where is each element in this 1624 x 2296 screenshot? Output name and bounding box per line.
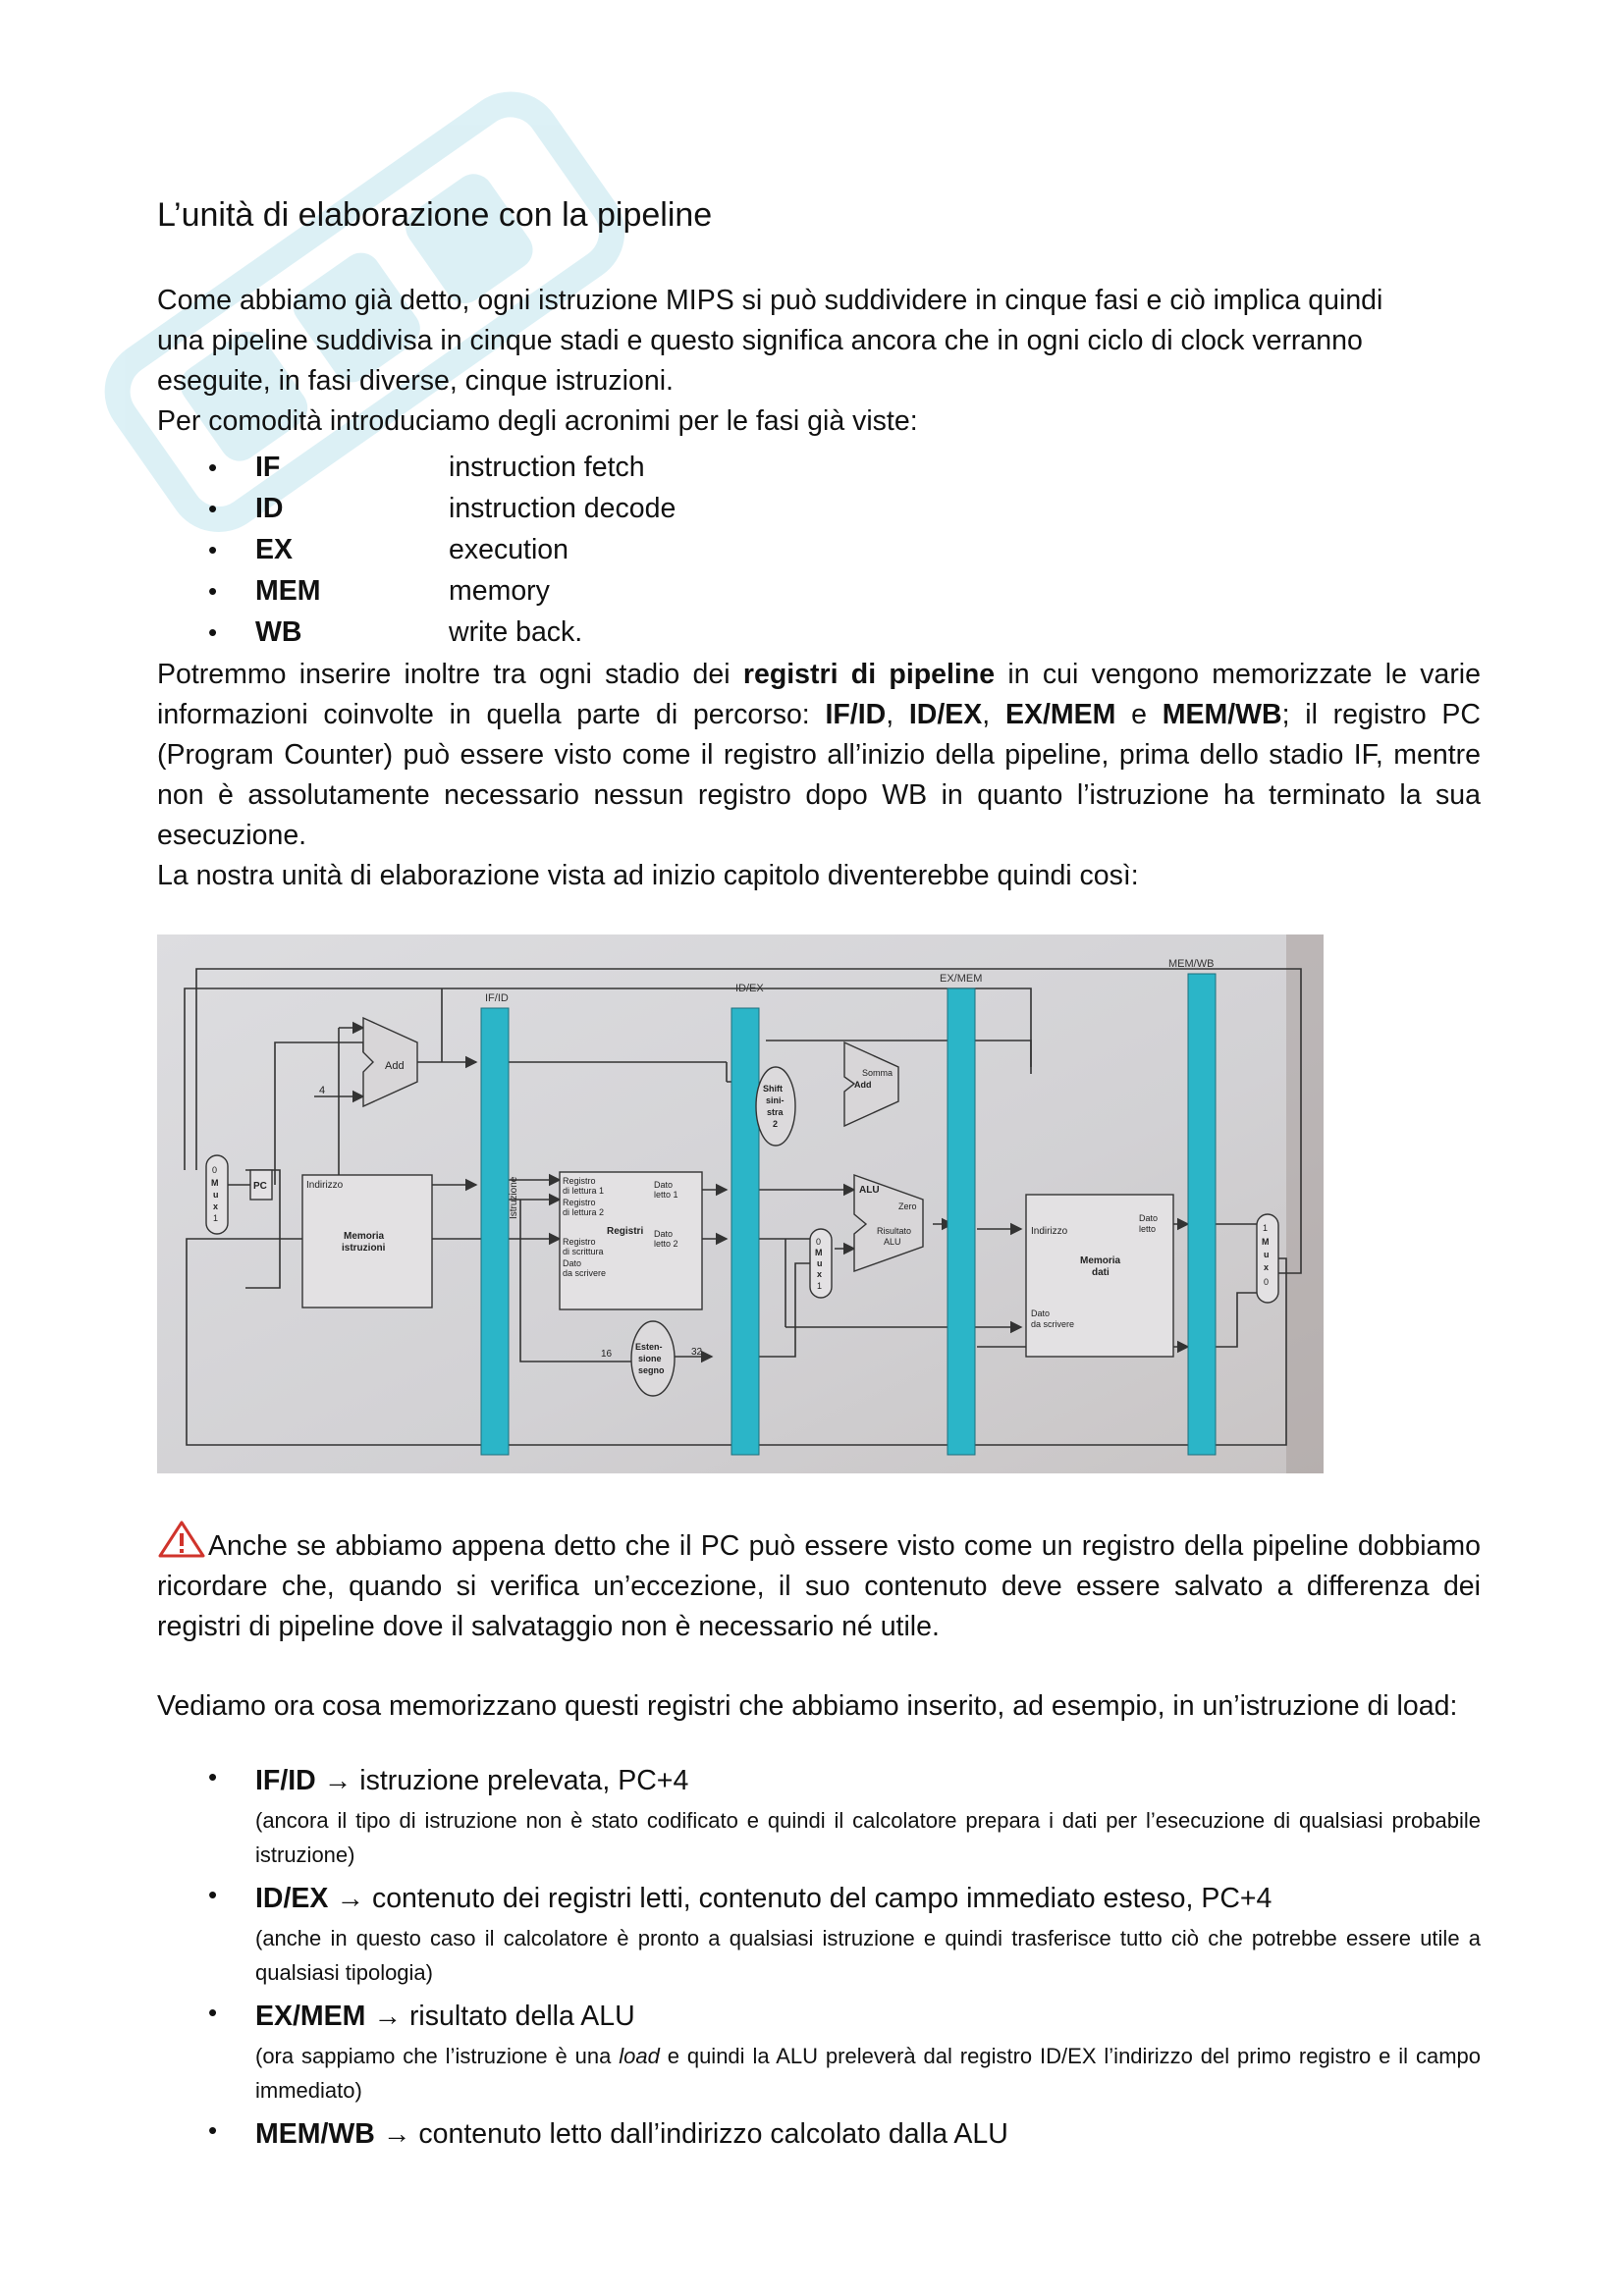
shift-left-label: Shift <box>763 1084 783 1094</box>
register-file-port: di scrittura <box>563 1247 604 1256</box>
shift-left-label: 2 <box>773 1119 779 1129</box>
register-name: EX/MEM <box>1004 699 1116 730</box>
figure-intro: La nostra unità di elaborazione vista ad inizio capitolo diventerebbe quindi così: <box>157 860 1139 891</box>
data-memory-read: Dato <box>1139 1213 1159 1223</box>
mux-mid-label: 1 <box>817 1281 823 1291</box>
register-note: (anche in questo caso il calcolatore è pronto a qualsiasi istruzione e quindi trasferisce tutto ciò che potrebbe essere utile a qualsiasi tipologia) <box>255 1926 1481 1985</box>
read-data-1: Dato <box>654 1180 674 1190</box>
register-file-port: da scrivere <box>563 1268 607 1278</box>
arrow-icon: → <box>382 2118 411 2150</box>
pipeline-register-id-ex <box>731 1008 759 1455</box>
mux-left-label: M <box>211 1178 219 1188</box>
branch-adder-label: Add <box>854 1080 872 1090</box>
sign-extend-label: Esten- <box>635 1342 663 1352</box>
mux-left-label: u <box>213 1190 219 1200</box>
register-desc: contenuto dei registri letti, contenuto del campo immediato esteso, PC+4 <box>371 1883 1272 1914</box>
bit-width-32: 32 <box>691 1347 703 1358</box>
register-file-port: Dato <box>563 1258 582 1268</box>
acronym-key: IF <box>255 452 281 483</box>
intro-line: eseguite, in fasi diverse, cinque istruzioni. <box>157 365 674 397</box>
arrow-icon: → <box>323 1765 352 1796</box>
acronym-list <box>157 447 1481 653</box>
pipeline-datapath-figure <box>157 934 1324 1473</box>
instruction-memory-label: Memoria <box>344 1231 385 1242</box>
pipeline-register-if-id <box>481 1008 509 1455</box>
intro-paragraph <box>157 281 1481 442</box>
bullet-icon: • <box>208 1762 218 1791</box>
acronym-item <box>157 529 1481 570</box>
list-item <box>157 1996 1481 2108</box>
register-name: IF/ID <box>255 1765 316 1796</box>
mux-mid-label: 0 <box>816 1237 822 1247</box>
alu-result-label: ALU <box>884 1237 901 1247</box>
note-text: e quindi la ALU preleverà dal registro ID/EX l’indirizzo del primo registro e il campo immediato) <box>255 2044 1481 2103</box>
stage-label: MEM/WB <box>1168 958 1215 970</box>
acronym-key: WB <box>255 616 302 648</box>
register-file-port: Registro <box>563 1176 596 1186</box>
register-file-port: di lettura 2 <box>563 1207 605 1217</box>
alu-result-label: Risultato <box>877 1226 912 1236</box>
arrow-icon: → <box>336 1883 364 1914</box>
branch-adder-label: Somma <box>862 1068 893 1078</box>
intro-line: Come abbiamo già detto, ogni istruzione MIPS si può suddividere in cinque fasi e ciò implica quindi <box>157 285 1383 316</box>
acronym-key: ID <box>255 493 284 524</box>
text-span: , <box>886 699 909 730</box>
mux-right-label: x <box>1264 1262 1270 1272</box>
data-memory-label: dati <box>1092 1267 1110 1278</box>
bullet-icon: • <box>208 1998 218 2027</box>
acronym-value: execution <box>449 534 569 565</box>
register-note: (ancora il tipo di istruzione non è stato codificato e quindi il calcolatore prepara i dati per l’esecuzione di qualsiasi probabile istruzione) <box>255 1808 1481 1867</box>
mux-left-label: 1 <box>213 1213 219 1223</box>
list-item <box>157 2113 1481 2155</box>
warning-text: Anche se abbiamo appena detto che il PC può essere visto come un registro della pipeline dobbiamo ricordare che, quando si verifica un’eccezione, il suo contenuto deve essere salvato a differenza dei registri di pipeline dove il salvataggio non è necessario né utile. <box>157 1530 1481 1642</box>
mux-right-label: 1 <box>1263 1223 1269 1233</box>
register-note <box>255 2039 1481 2108</box>
acronyms-intro: Per comodità introduciamo degli acronimi per le fasi già viste: <box>157 405 918 437</box>
text-span: , <box>982 699 1005 730</box>
sign-extend-label: sione <box>638 1354 662 1363</box>
register-heading <box>255 1996 1481 2037</box>
register-name: IF/ID <box>825 699 887 730</box>
read-data-2: Dato <box>654 1229 674 1239</box>
register-file-port: Registro <box>563 1237 596 1247</box>
data-memory-read: letto <box>1139 1224 1157 1234</box>
data-memory-write: da scrivere <box>1031 1319 1075 1329</box>
bullet-icon: • <box>208 576 218 606</box>
bullet-icon: • <box>208 535 218 564</box>
data-memory-label: Memoria <box>1080 1255 1121 1266</box>
acronym-item <box>157 447 1481 488</box>
read-data-2: letto 2 <box>654 1239 678 1249</box>
bullet-icon: • <box>208 494 218 523</box>
register-heading <box>255 2113 1481 2155</box>
instruction-memory-label: istruzioni <box>342 1243 386 1254</box>
figure-right-shadow <box>1286 934 1324 1473</box>
stage-label: EX/MEM <box>940 973 983 985</box>
register-name: MEM/WB <box>255 2118 375 2150</box>
text-span: e <box>1115 699 1163 730</box>
data-memory-address: Indirizzo <box>1031 1226 1068 1237</box>
register-name: EX/MEM <box>255 2001 366 2032</box>
alu-zero-label: Zero <box>898 1201 917 1211</box>
adder-label: Add <box>385 1060 405 1072</box>
list-item <box>157 1878 1481 1990</box>
acronym-value: instruction decode <box>449 493 677 524</box>
mux-mid-label: x <box>817 1269 823 1279</box>
register-name: ID/EX <box>255 1883 329 1914</box>
acronym-item <box>157 612 1481 653</box>
mux-right-label: 0 <box>1264 1277 1270 1287</box>
sign-extend-label: segno <box>638 1365 665 1375</box>
register-desc: istruzione prelevata, PC+4 <box>359 1765 689 1796</box>
register-desc: contenuto letto dall’indirizzo calcolato dalla ALU <box>418 2118 1008 2150</box>
register-file-port: di lettura 1 <box>563 1186 605 1196</box>
register-desc: risultato della ALU <box>408 2001 635 2032</box>
register-list <box>157 1760 1481 2155</box>
note-text: (ora sappiamo che l’istruzione è una <box>255 2044 620 2068</box>
warning-icon <box>157 1520 206 1559</box>
constant-four: 4 <box>319 1085 326 1096</box>
pipeline-register-mem-wb <box>1188 974 1216 1455</box>
register-name: MEM/WB <box>1162 699 1282 730</box>
bullet-icon: • <box>208 617 218 647</box>
mux-mid-label: M <box>815 1248 823 1257</box>
alu-label: ALU <box>859 1185 880 1196</box>
bullet-icon: • <box>208 2115 218 2145</box>
stage-label: IF/ID <box>485 992 509 1004</box>
acronym-item <box>157 488 1481 529</box>
acronym-value: write back. <box>449 616 583 648</box>
instruction-label: Istruzione <box>509 1176 519 1219</box>
bullet-icon: • <box>208 453 218 482</box>
mux-left-label: x <box>213 1201 219 1211</box>
warning-paragraph <box>157 1520 1481 1647</box>
data-memory-write: Dato <box>1031 1308 1051 1318</box>
pipeline-register-ex-mem <box>947 988 975 1455</box>
mux-left-label: 0 <box>212 1165 218 1175</box>
pc-label: PC <box>253 1181 267 1192</box>
page-title: L’unità di elaborazione con la pipeline <box>157 196 713 234</box>
arrow-icon: → <box>373 2001 402 2032</box>
bullet-icon: • <box>208 1880 218 1909</box>
register-file-port: Registro <box>563 1198 596 1207</box>
intro-line: una pipeline suddivisa in cinque stadi e questo significa ancora che in ogni ciclo di clock verranno <box>157 325 1363 356</box>
acronym-key: MEM <box>255 575 321 607</box>
acronym-value: memory <box>449 575 550 607</box>
register-file-label: Registri <box>607 1226 644 1237</box>
list-item <box>157 1760 1481 1872</box>
pipeline-paragraph <box>157 655 1481 856</box>
text-span: ; il registro PC (Program Counter) può essere visto come il registro all’inizio della pipeline, prima dello stadio IF, mentre non è assolutamente necessario nessun registro dopo WB in quanto l’istruzione ha terminato la sua esecuzione. <box>157 699 1482 851</box>
stage-label: ID/EX <box>735 983 764 994</box>
instruction-memory-address: Indirizzo <box>306 1180 344 1191</box>
read-data-1: letto 1 <box>654 1190 678 1200</box>
register-name: ID/EX <box>908 699 983 730</box>
mux-mid-label: u <box>817 1258 823 1268</box>
register-heading <box>255 1760 1481 1801</box>
bit-width-16: 16 <box>601 1349 613 1360</box>
shift-left-label: stra <box>767 1107 784 1117</box>
load-intro: Vediamo ora cosa memorizzano questi registri che abbiamo inserito, ad esempio, in un’istruzione di load: <box>157 1690 1458 1722</box>
text-span: Potremmo inserire inoltre tra ogni stadio dei <box>157 659 743 690</box>
shift-left-label: sini- <box>766 1095 785 1105</box>
mux-right-label: M <box>1262 1237 1270 1247</box>
mux-right-label: u <box>1264 1250 1270 1259</box>
text-span: in cui vengono memorizzate le varie informazioni coinvolte in quella parte di percorso: <box>157 659 1481 730</box>
acronym-key: EX <box>255 534 294 565</box>
shift-left-unit <box>756 1067 795 1146</box>
acronym-value: instruction fetch <box>449 452 645 483</box>
register-heading <box>255 1878 1481 1919</box>
bold-term: registri di pipeline <box>742 659 996 690</box>
acronym-item <box>157 570 1481 612</box>
note-italic: load <box>619 2044 660 2068</box>
